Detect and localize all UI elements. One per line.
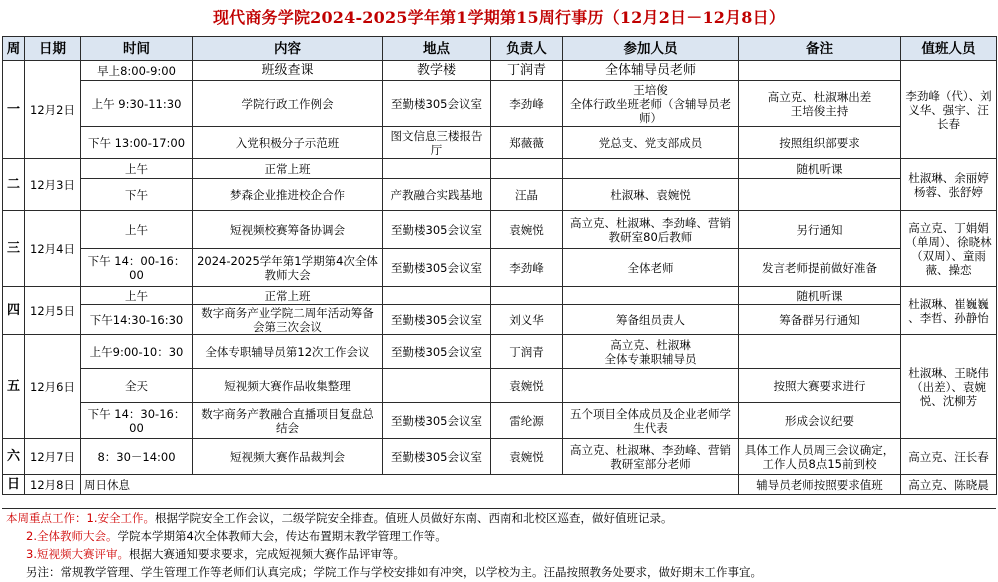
week-cell: 五 [3, 335, 25, 439]
content-cell: 正常上班 [193, 287, 383, 305]
leader-cell: 汪晶 [491, 179, 563, 211]
content-cell: 数字商务产教融合直播项目复盘总结会 [193, 403, 383, 439]
duty-cell: 杜淑琳、王晓伟（出差）、袁婉悦、沈柳芳 [901, 335, 997, 439]
content-cell: 梦森企业推进校企合作 [193, 179, 383, 211]
time-cell: 上午 [81, 159, 193, 179]
table-row [3, 159, 997, 179]
content-cell: 2024-2025学年第1学期第4次全体教师大会 [193, 249, 383, 287]
table-row [3, 179, 997, 211]
content-cell: 短视频校赛筹备协调会 [193, 211, 383, 249]
table-row [3, 81, 997, 127]
week-cell: 六 [3, 439, 25, 475]
header-leader: 负责人 [491, 37, 563, 61]
remark-cell [739, 61, 901, 81]
participants-cell [563, 159, 739, 179]
table-row [3, 305, 997, 335]
time-cell: 下午 14：30-16：00 [81, 403, 193, 439]
participants-cell [563, 287, 739, 305]
duty-cell: 高立克、丁娟娟（单周）、徐晓林（双周）、童雨薇、操恋 [901, 211, 997, 287]
leader-cell: 丁润青 [491, 335, 563, 369]
header-row [3, 37, 997, 61]
participants-cell: 全体辅导员老师 [563, 61, 739, 81]
remark-cell: 辅导员老师按照要求值班 [739, 475, 901, 495]
duty-cell: 杜淑琳、余丽婷 杨蓉、张舒婷 [901, 159, 997, 211]
table-row [3, 369, 997, 403]
table-row [3, 127, 997, 159]
time-cell: 早上8:00-9:00 [81, 61, 193, 81]
participants-cell: 五个项目全体成员及企业老师学生代表 [563, 403, 739, 439]
content-cell: 正常上班 [193, 159, 383, 179]
table-row [3, 403, 997, 439]
time-cell: 上午9:00-10：30 [81, 335, 193, 369]
remark-cell [739, 179, 901, 211]
note-line-3 [6, 545, 996, 563]
leader-cell: 雷纶源 [491, 403, 563, 439]
week-cell: 四 [3, 287, 25, 335]
duty-cell: 高立克、陈晓晨 [901, 475, 997, 495]
table-row [3, 287, 997, 305]
note-other-text: 另注：常规教学管理、学生管理工作等老师们认真完成；学院工作与学校安排如有冲突，以学校为主。汪晶按照教务处要求，做好期末工作事宜。 [26, 565, 762, 579]
place-cell: 产教融合实践基地 [383, 179, 491, 211]
place-cell [383, 287, 491, 305]
date-cell: 12月4日 [25, 211, 81, 287]
week-cell: 三 [3, 211, 25, 287]
remark-cell: 按照组织部要求 [739, 127, 901, 159]
place-cell: 至勤楼305会议室 [383, 403, 491, 439]
notes-label: 本周重点工作： [6, 511, 87, 525]
table-row [3, 439, 997, 475]
participants-cell: 筹备组员责人 [563, 305, 739, 335]
time-cell: 8：30－14:00 [81, 439, 193, 475]
leader-cell: 丁润青 [491, 61, 563, 81]
remark-cell: 筹备群另行通知 [739, 305, 901, 335]
note-line-2 [6, 527, 996, 545]
table-row [3, 61, 997, 81]
place-cell: 至勤楼305会议室 [383, 211, 491, 249]
remark-cell: 随机听课 [739, 287, 901, 305]
note-line-4 [6, 563, 996, 581]
date-cell: 12月8日 [25, 475, 81, 495]
header-week: 周 [3, 37, 25, 61]
content-cell: 学院行政工作例会 [193, 81, 383, 127]
place-cell [383, 369, 491, 403]
leader-cell [491, 287, 563, 305]
week-cell: 二 [3, 159, 25, 211]
note-1-text: 根据学院安全工作会议，二级学院安全排查。值班人员做好东南、西南和北校区巡查，做好值班记录。 [154, 511, 673, 525]
header-duty: 值班人员 [901, 37, 997, 61]
rest-cell: 周日休息 [81, 475, 739, 495]
date-cell: 12月3日 [25, 159, 81, 211]
remark-cell: 发言老师提前做好准备 [739, 249, 901, 287]
place-cell: 至勤楼305会议室 [383, 439, 491, 475]
participants-cell: 杜淑琳、袁婉悦 [563, 179, 739, 211]
date-cell: 12月2日 [25, 61, 81, 159]
participants-cell: 高立克、杜淑琳、李劲峰、营销教研室80后教师 [563, 211, 739, 249]
participants-cell: 高立克、杜淑琳 全体专兼职辅导员 [563, 335, 739, 369]
participants-cell: 王培俊 全体行政坐班老师（含辅导员老师） [563, 81, 739, 127]
table-row [3, 335, 997, 369]
participants-cell: 党总支、党支部成员 [563, 127, 739, 159]
duty-cell: 李劲峰（代）、刘义华、强宇、汪长春 [901, 61, 997, 159]
note-3-text: 根据大赛通知要求要求，完成短视频大赛作品评审等。 [128, 547, 405, 561]
table-row [3, 211, 997, 249]
remark-cell: 按照大赛要求进行 [739, 369, 901, 403]
duty-cell: 杜淑琳、崔巍巍 、李哲、孙静怡 [901, 287, 997, 335]
remark-cell [739, 335, 901, 369]
content-cell: 班级查课 [193, 61, 383, 81]
time-cell: 上午 [81, 287, 193, 305]
time-cell: 下午 14：00-16：00 [81, 249, 193, 287]
content-cell: 全体专职辅导员第12次工作会议 [193, 335, 383, 369]
table-row [3, 475, 997, 495]
remark-cell: 高立克、杜淑琳出差 王培俊主持 [739, 81, 901, 127]
time-cell: 上午 [81, 211, 193, 249]
participants-cell: 全体老师 [563, 249, 739, 287]
place-cell: 教学楼 [383, 61, 491, 81]
duty-cell: 高立克、汪长春 [901, 439, 997, 475]
leader-cell: 李劲峰 [491, 249, 563, 287]
date-cell: 12月5日 [25, 287, 81, 335]
header-participants: 参加人员 [563, 37, 739, 61]
date-cell: 12月6日 [25, 335, 81, 439]
leader-cell: 郑薇薇 [491, 127, 563, 159]
table-row [3, 249, 997, 287]
header-place: 地点 [383, 37, 491, 61]
place-cell: 至勤楼305会议室 [383, 249, 491, 287]
time-cell: 上午 9:30-11:30 [81, 81, 193, 127]
date-cell: 12月7日 [25, 439, 81, 475]
remark-cell: 随机听课 [739, 159, 901, 179]
place-cell [383, 159, 491, 179]
leader-cell: 刘义华 [491, 305, 563, 335]
schedule-table [2, 36, 997, 495]
note-2-title: 2.全体教师大会。 [26, 529, 118, 543]
participants-cell: 高立克、杜淑琳、李劲峰、营销教研室部分老师 [563, 439, 739, 475]
week-cell: 一 [3, 61, 25, 159]
header-date: 日期 [25, 37, 81, 61]
remark-cell: 另行通知 [739, 211, 901, 249]
remark-cell: 形成会议纪要 [739, 403, 901, 439]
content-cell: 短视频大赛作品裁判会 [193, 439, 383, 475]
note-3-title: 3.短视频大赛评审。 [26, 547, 129, 561]
header-time: 时间 [81, 37, 193, 61]
leader-cell: 袁婉悦 [491, 369, 563, 403]
leader-cell: 李劲峰 [491, 81, 563, 127]
leader-cell: 袁婉悦 [491, 439, 563, 475]
leader-cell: 袁婉悦 [491, 211, 563, 249]
week-cell: 日 [3, 475, 25, 495]
page-title: 现代商务学院2024-2025学年第1学期第15周行事历（12月2日－12月8日） [212, 8, 786, 27]
time-cell: 下午 [81, 179, 193, 211]
note-1-title: 1.安全工作。 [86, 511, 155, 525]
weekly-notes [2, 508, 996, 582]
remark-cell: 具体工作人员周三会议确定，工作人员8点15前到校 [739, 439, 901, 475]
content-cell: 入党积极分子示范班 [193, 127, 383, 159]
content-cell: 短视频大赛作品收集整理 [193, 369, 383, 403]
place-cell: 至勤楼305会议室 [383, 335, 491, 369]
place-cell: 图文信息三楼报告厅 [383, 127, 491, 159]
place-cell: 至勤楼305会议室 [383, 81, 491, 127]
leader-cell [491, 159, 563, 179]
participants-cell [563, 369, 739, 403]
content-cell: 数字商务产业学院二周年活动筹备会第三次会议 [193, 305, 383, 335]
note-2-text: 学院本学期第4次全体教师大会，传达布置期末教学管理工作等。 [117, 529, 447, 543]
header-content: 内容 [193, 37, 383, 61]
time-cell: 下午 13:00-17:00 [81, 127, 193, 159]
note-line-1 [6, 509, 996, 527]
place-cell: 至勤楼305会议室 [383, 305, 491, 335]
time-cell: 全天 [81, 369, 193, 403]
time-cell: 下午14:30-16:30 [81, 305, 193, 335]
header-remark: 备注 [739, 37, 901, 61]
